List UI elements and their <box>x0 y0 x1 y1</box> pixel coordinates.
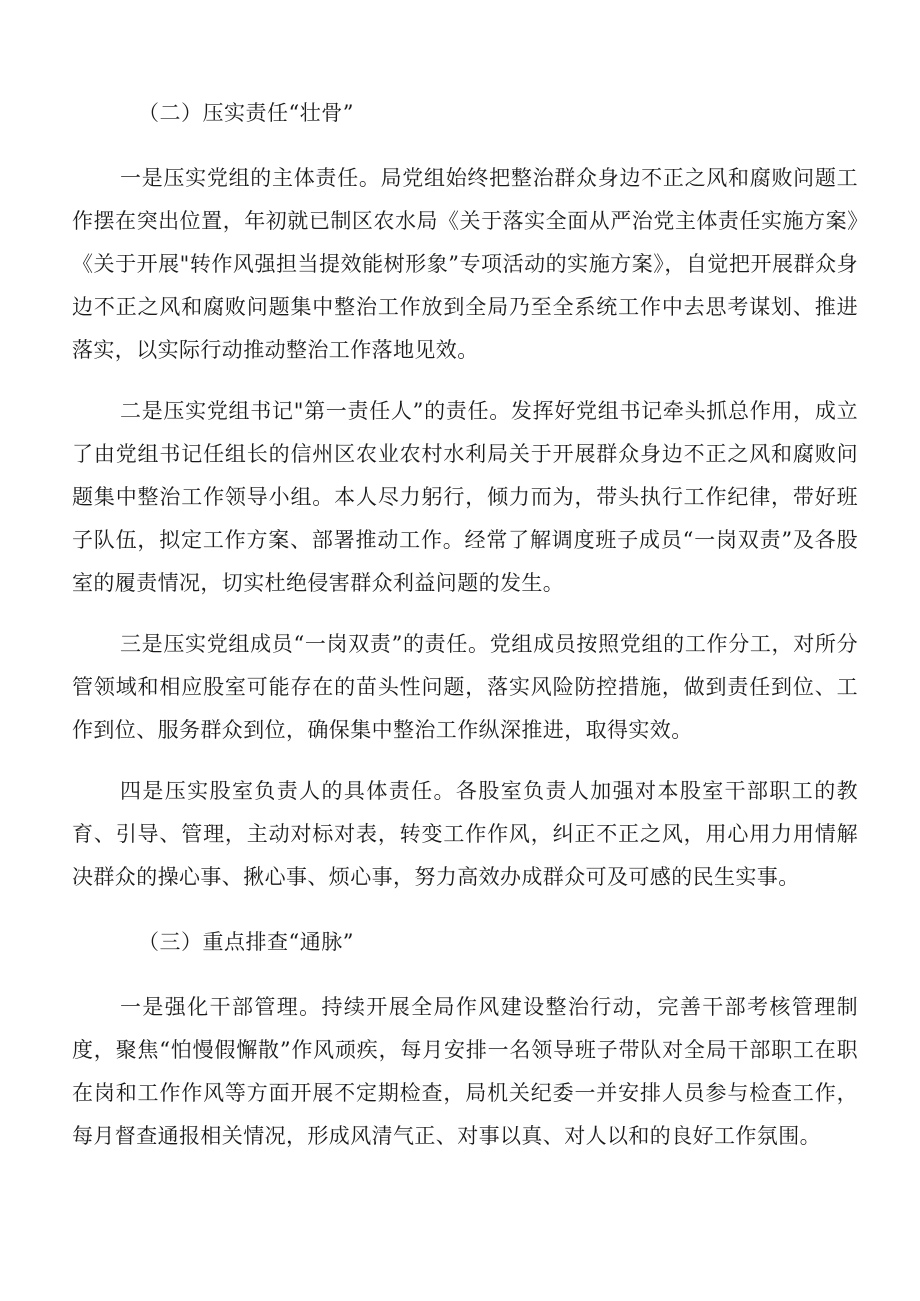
paragraph-section-head-responsibility: 四是压实股室负责人的具体责任。各股室负责人加强对本股室干部职工的教育、引导、管理，主动对标对表，转变工作作风，纠正不正之风，用心用力用情解决群众的操心事、揪心事、烦心事，努力高效办成群众可及可感的民生实事。 <box>72 779 858 889</box>
paragraph-party-group-responsibility: 一是压实党组的主体责任。局党组始终把整治群众身边不正之风和腐败问题工作摆在突出位置，年初就已制区农水局《关于落实全面从严治党主体责任实施方案》《关于开展"转作风强担当提效能树形象”专项活动的实施方案》，自觉把开展群众身边不正之风和腐败问题集中整治工作放到全局乃至全系统工作中去思考谋划、推进落实，以实际行动推动整治工作落地见效。 <box>72 166 858 362</box>
paragraph-cadre-management: 一是强化干部管理。持续开展全局作风建设整治行动，完善干部考核管理制度，聚焦“怕慢假懈散”作风顽疾，每月安排一名领导班子带队对全局干部职工在职在岗和工作作风等方面开展不定期检查，局机关纪委一并安排人员参与检查工作，每月督查通报相关情况，形成风清气正、对事以真、对人以和的良好工作氛围。 <box>72 995 858 1148</box>
section-heading-2: （二）压实责任“壮骨” <box>138 101 354 125</box>
paragraph-member-responsibility: 三是压实党组成员“一岗双责”的责任。党组成员按照党组的工作分工，对所分管领域和相应股室可能存在的苗头性问题，落实风险防控措施，做到责任到位、工作到位、服务群众到位，确保集中整治工作纵深推进，取得实效。 <box>72 632 858 742</box>
section-heading-3: （三）重点排查“通脉” <box>138 930 354 954</box>
paragraph-secretary-responsibility: 二是压实党组书记"第一责任人”的责任。发挥好党组书记牵头抓总作用，成立了由党组书记任组长的信州区农业农村水利局关于开展群众身边不正之风和腐败问题集中整治工作领导小组。本人尽力躬行，倾力而为，带头执行工作纪律，带好班子队伍，拟定工作方案、部署推动工作。经常了解调度班子成员“一岗双责”及各股室的履责情况，切实杜绝侵害群众利益问题的发生。 <box>72 399 858 595</box>
